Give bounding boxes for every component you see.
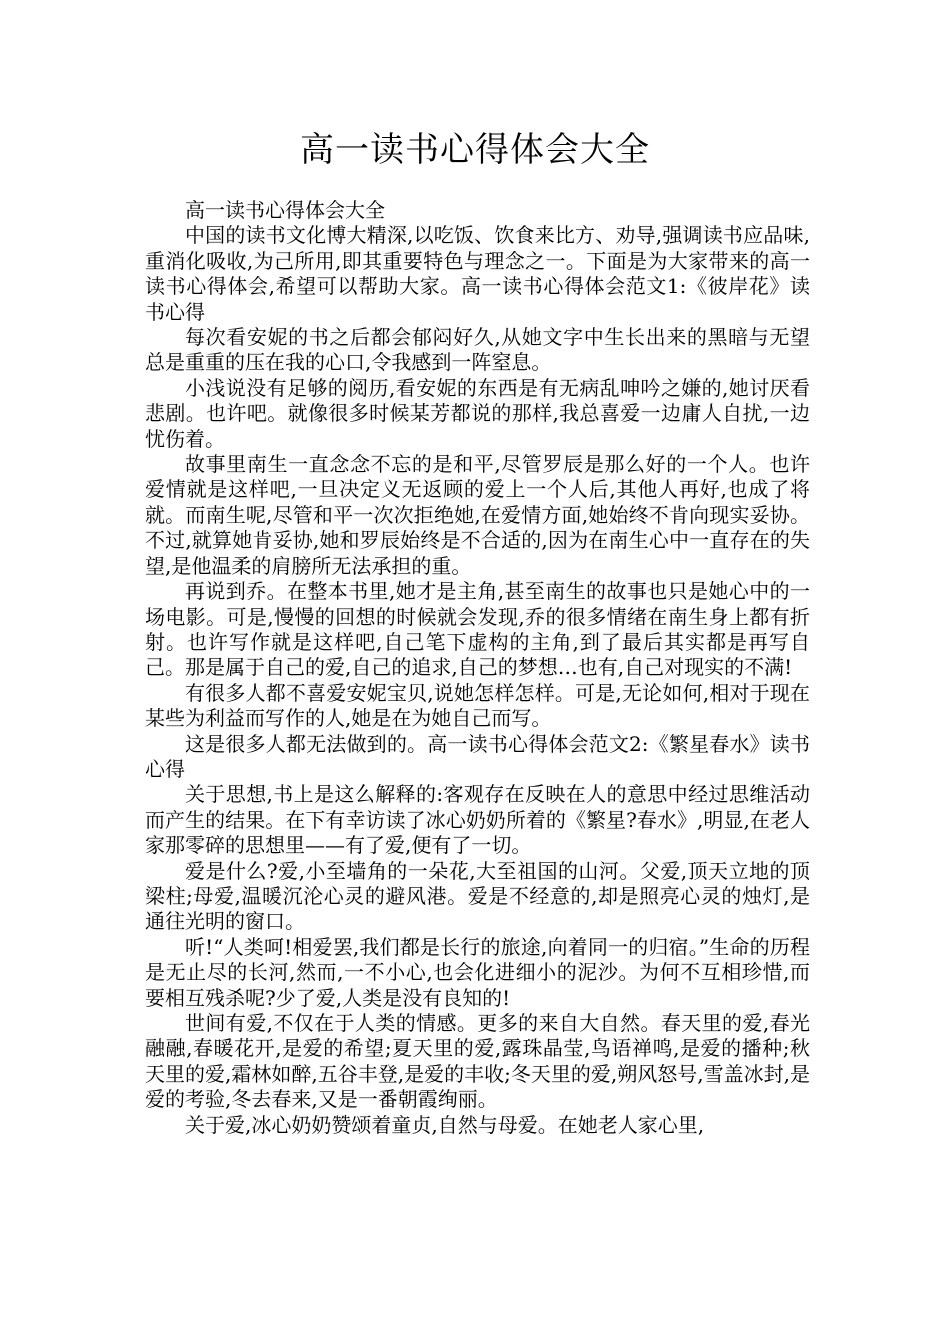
paragraph: 关于爱,冰心奶奶赞颂着童贞,自然与母爱。在她老人家心里, [185,1112,705,1137]
paragraph: 世间有爱,不仅在于人类的情感。更多的来自大自然。春天里的爱,春光融融,春暖花开,是爱的希望;夏天里的爱,露珠晶莹,鸟语禅鸣,是爱的播种;秋天里的爱,霜林如醉,五谷丰登,是爱的丰收;冬天里的爱,朔风怒号,雪盖冰封,是爱的考验,冬去春来,又是一番朝霞绚丽。 [145,1011,810,1112]
document-body [145,198,810,1138]
paragraph: 每次看安妮的书之后都会郁闷好久,从她文字中生长出来的黑暗与无望总是重重的压在我的心口,令我感到一阵窒息。 [145,325,810,375]
document-title: 高一读书心得体会大全 [300,130,650,170]
paragraph: 有很多人都不喜爱安妮宝贝,说她怎样怎样。可是,无论如何,相对于现在某些为利益而写作的人,她是在为她自己而写。 [145,680,810,731]
paragraph: 听!“人类呵!相爱罢,我们都是长行的旅途,向着同一的归宿。”生命的历程是无止尽的长河,然而,一不小心,也会化进细小的泥沙。为何不互相珍惜,而要相互残杀呢?少了爱,人类是没有良知的! [145,934,810,1010]
paragraph: 高一读书心得体会大全 [185,198,385,222]
paragraph: 中国的读书文化博大精深,以吃饭、饮食来比方、劝导,强调读书应品味,重消化吸收,为己所用,即其重要特色与理念之一。下面是为大家带来的高一读书心得体会,希望可以帮助大家。高一读书心得体会范文1:《彼岸花》读书心得 [145,223,810,324]
paragraph: 关于思想,书上是这么解释的:客观存在反映在人的意思中经过思维活动而产生的结果。在下有幸访读了冰心奶奶所着的《繁星?春水》,明显,在老人家那零碎的思想里——有了爱,便有了一切。 [145,782,810,858]
paragraph: 这是很多人都无法做到的。高一读书心得体会范文2:《繁星春水》读书心得 [145,731,810,781]
paragraph: 爱是什么?爱,小至墙角的一朵花,大至祖国的山河。父爱,顶天立地的顶梁柱;母爱,温暖沉沦心灵的避风港。爱是不经意的,却是照亮心灵的烛灯,是通往光明的窗口。 [145,858,810,934]
paragraph: 小浅说没有足够的阅历,看安妮的东西是有无病乱呻吟之嫌的,她讨厌看悲剧。也许吧。就像很多时候某芳都说的那样,我总喜爱一边庸人自扰,一边忧伤着。 [145,375,810,451]
paragraph: 再说到乔。在整本书里,她才是主角,甚至南生的故事也只是她心中的一场电影。可是,慢慢的回想的时候就会发现,乔的很多情绪在南生身上都有折射。也许写作就是这样吧,自己笔下虚构的主角,到了最后其实都是再写自己。那是属于自己的爱,自己的追求,自己的梦想…也有,自己对现实的不满! [145,579,810,680]
paragraph: 故事里南生一直念念不忘的是和平,尽管罗辰是那么好的一个人。也许爱情就是这样吧,一旦决定义无返顾的爱上一个人后,其他人再好,也成了将就。而南生呢,尽管和平一次次拒绝她,在爱情方面,她始终不肯向现实妥协。不过,就算她肯妥协,她和罗辰始终是不合适的,因为在南生心中一直存在的失望,是他温柔的肩膀所无法承担的重。 [145,452,810,578]
